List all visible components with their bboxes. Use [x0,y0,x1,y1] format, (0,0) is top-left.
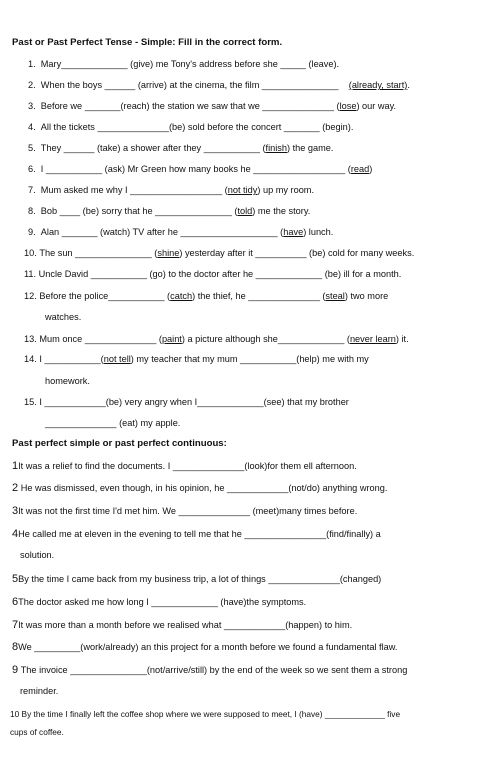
item-text: When the boys ______ (arrive) at the cinema, the film _______________ [40,80,339,90]
verb-hint: shine [157,248,180,258]
item-text: We _________(work/already) an this project for a month before we found a fundamental flaw. [18,642,398,652]
item-text: Before we _______(reach) the station we saw that we ______________ ( [40,101,340,111]
item-number: 6. [28,164,36,174]
exercise-1-item-10: 10. The sun _______________ (shine) yesterday after it __________ (be) cold for many weeks. [24,248,415,258]
item-text: All the tickets ______________(be) sold before the concert _______ (begin). [40,122,354,132]
item-text: solution. [20,550,55,560]
item-text: Mum asked me why I __________________ ( [40,185,228,195]
exercise-2-item-8 [12,641,397,653]
item-text: It was a relief to find the documents. I ______________(look)for them ell afternoon. [18,461,357,471]
item-number: 1. [28,59,36,69]
verb-hint: have [283,227,304,237]
item-number: 14. [24,354,37,364]
item-text: ______________ (eat) my apple. [45,418,181,428]
item-text: Bob ____ (be) sorry that he _______________ ( [40,206,238,216]
exercise-2-item-1 [12,460,357,472]
exercise-1-item-2: 2. When the boys ______ (arrive) at the cinema, the film _______________ (already, start). [28,80,410,90]
item-text: Mary_____________ (give) me Tony's address before she _____ (leave). [40,59,340,69]
item-text: cups of coffee. [10,727,64,737]
item-number: 8. [28,206,36,216]
exercise-1-item-14: 14. I ___________(not tell) my teacher that my mum ___________(help) me with my [24,354,369,364]
exercise-1-item-15 [24,397,349,407]
item-text: watches. [45,312,82,322]
item-number: 5. [28,143,36,153]
item-number: 2. [28,80,36,90]
exercise-1-item-13: 13. Mum once ______________ (paint) a picture although she_____________ (never learn) it. [24,334,409,344]
verb-hint: not tidy [227,185,258,195]
verb-hint: told [237,206,253,216]
exercise-1-item-1 [28,59,339,69]
item-text: reminder. [20,686,59,696]
verb-hint: catch [170,291,193,301]
item-number: 15. [24,397,37,407]
exercise-2-item-4-continued [20,550,54,560]
item-number: 2 [12,482,19,494]
section-2-title: Past perfect simple or past perfect continuous: [12,438,227,449]
item-text: He called me at eleven in the evening to tell me that he ________________(find/finally) a [18,529,381,539]
item-text: Alan _______ (watch) TV after he ___________________ ( [40,227,284,237]
item-number: 5 [12,573,19,585]
exercise-1-item-11 [24,269,401,279]
item-text: Uncle David ___________ (go) to the doctor after he _____________ (be) ill for a month. [38,269,402,279]
item-text: I ___________ (ask) Mr Green how many books he __________________ ( [40,164,351,174]
item-text: Mum once ______________ ( [39,334,162,344]
item-number: 6 [12,596,19,608]
item-number: 1 [12,460,19,472]
exercise-2-item-2 [12,482,387,494]
item-number: 4 [12,528,19,540]
item-text: I ____________(be) very angry when I_____________(see) that my brother [39,397,349,407]
exercise-1-item-12: 12. Before the police___________ (catch) the thief, he ______________ (steal) two more [24,291,389,301]
item-number: 12. [24,291,37,301]
exercise-1-item-9: 9. Alan _______ (watch) TV after he ___________________ (have) lunch. [28,227,334,237]
exercise-2-item-4 [12,528,381,540]
item-text: They ______ (take) a shower after they ___________ ( [40,143,266,153]
verb-hint: (already, start) [348,80,408,90]
item-text: The doctor asked me how long I _____________ (have)the symptoms. [18,597,307,607]
verb-hint: lose [339,101,357,111]
item-text: The invoice _______________(not/arrive/still) by the end of the week so we sent them a strong [20,665,408,675]
exercise-2-item-9 [12,664,407,676]
exercise-1-item-5: 5. They ______ (take) a shower after they ___________ (finish) the game. [28,143,334,153]
section-1-title: Past or Past Perfect Tense - Simple: Fill in the correct form. [12,37,283,48]
verb-hint: not tell [103,354,131,364]
exercise-1-item-6: 6. I ___________ (ask) Mr Green how many books he __________________ (read) [28,164,373,174]
item-number: 3 [12,505,19,517]
exercise-1-item-4 [28,122,353,132]
exercise-1-item-15-continued [45,418,180,428]
item-number: 9 [12,664,19,676]
item-text: By the time I finally left the coffee shop where we were supposed to meet, I (have) _____________ five [21,709,401,719]
item-number: 4. [28,122,36,132]
item-number: 7 [12,619,19,631]
exercise-2-item-5 [12,573,381,585]
exercise-1-item-12-continued [45,312,81,322]
exercise-1-item-14-continued [45,376,90,386]
exercise-1-item-8: 8. Bob ____ (be) sorry that he _______________ (told) me the story. [28,206,311,216]
verb-hint: steal [325,291,345,301]
exercise-2-item-3 [12,505,357,517]
item-number: 10 [10,709,20,719]
exercise-2-item-7 [12,619,352,631]
item-number: 7. [28,185,36,195]
exercise-2-item-10 [10,709,400,719]
item-text: The sun _______________ ( [39,248,158,258]
verb-hint: paint [161,334,182,344]
verb-hint: finish [265,143,287,153]
exercise-1-item-7: 7. Mum asked me why I __________________ (not tidy) up my room. [28,185,315,195]
item-number: 11. [24,269,37,279]
item-text: It was more than a month before we realised what ____________(happen) to him. [18,620,353,630]
item-number: 13. [24,334,37,344]
item-text: He was dismissed, even though, in his opinion, he ____________(not/do) anything wrong. [20,483,388,493]
item-text: I ___________( [39,354,104,364]
item-number: 10. [24,248,37,258]
item-text: Before the police___________ ( [39,291,171,301]
item-number: 9. [28,227,36,237]
exercise-2-item-10-continued [10,727,64,737]
exercise-2-item-6 [12,596,306,608]
exercise-1-item-3: 3. Before we _______(reach) the station we saw that we ______________ (lose) our way. [28,101,397,111]
verb-hint: read [350,164,370,174]
item-text: homework. [45,376,90,386]
verb-hint: never learn [349,334,396,344]
item-number: 3. [28,101,36,111]
item-number: 8 [12,641,19,653]
item-text: By the time I came back from my business trip, a lot of things ______________(changed) [18,574,382,584]
exercise-2-item-9-continued [20,686,58,696]
item-text: It was not the first time I'd met him. We ______________ (meet)many times before. [18,506,358,516]
